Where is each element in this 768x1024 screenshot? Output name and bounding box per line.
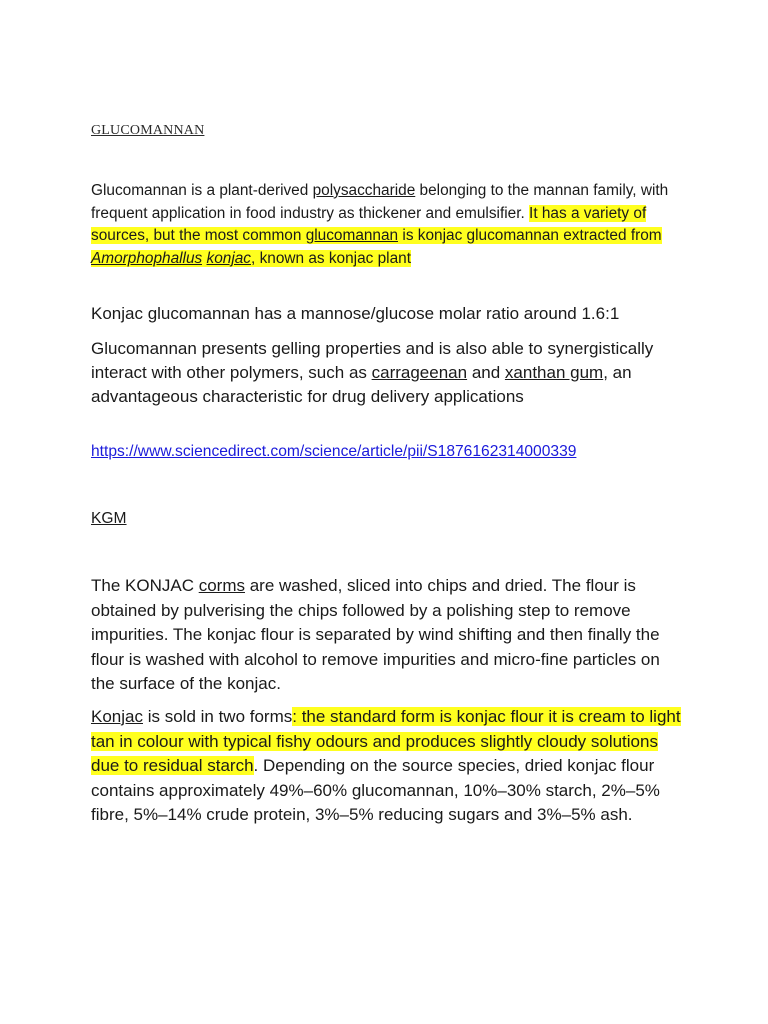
paragraph-konjac-forms — [91, 705, 681, 828]
paragraph-molar-ratio: Konjac glucomannan has a mannose/glucose molar ratio around 1.6:1 — [91, 304, 620, 323]
sciencedirect-url-link[interactable]: https://www.sciencedirect.com/science/article/pii/S1876162314000339 — [91, 443, 577, 460]
text-run: are washed, sliced into chips and dried. The flour is obtained by pulverising the chips followed by a polishing step to remove impurities. The konjac flour is separated by wind shifting and then finally the flour is washed with alcohol to remove impurities and micro-fine particles on the surface of the konjac. — [91, 576, 660, 693]
highlighted-text: is konjac glucomannan extracted from — [398, 227, 662, 245]
link-amorphophallus[interactable]: Amorphophallus — [91, 249, 203, 267]
text-run: belonging to the mannan family, with frequent application in food industry as thickener and emulsifier. — [91, 182, 669, 222]
link-glucomannan[interactable]: glucomannan — [305, 227, 399, 245]
text-run: Glucomannan presents gelling properties and is also able to synergistically interact with other polymers, such as — [91, 339, 654, 382]
highlighted-text: It has a variety of sources, but the most common — [91, 204, 647, 245]
text-run: Glucomannan is a plant-derived — [91, 182, 313, 199]
link-polysaccharide[interactable]: polysaccharide — [312, 182, 416, 199]
link-corms[interactable]: corms — [198, 576, 245, 595]
paragraph-gelling-properties — [91, 337, 691, 409]
link-konjac[interactable]: Konjac — [91, 707, 143, 726]
text-run: and — [467, 363, 505, 382]
text-run: The KONJAC — [91, 576, 199, 595]
text-run: . Depending on the source species, dried konjac flour contains approximately 49%–60% glucomannan, 10%–30% starch, 2%–5% fibre, 5%–14% crude protein, 3%–5% reducing sugars and 3%–5% ash. — [91, 756, 660, 824]
link-konjac-species[interactable]: konjac — [206, 249, 252, 267]
highlighted-text — [202, 250, 206, 267]
highlighted-text: , known as konjac plant — [251, 249, 412, 267]
link-xanthan-gum[interactable]: xanthan gum — [504, 363, 604, 382]
text-run: , an advantageous characteristic for drug delivery applications — [91, 363, 632, 406]
highlighted-text: : the standard form is konjac flour it is cream to light tan in colour with typical fishy odours and produces slightly cloudy solutions due to residual starch — [91, 707, 681, 775]
paragraph-glucomannan-intro — [91, 180, 676, 270]
section-heading-glucomannan: GLUCOMANNAN — [91, 123, 205, 138]
link-carrageenan[interactable]: carrageenan — [371, 363, 468, 382]
text-run: is sold in two forms — [142, 707, 293, 726]
section-heading-kgm: KGM — [91, 510, 127, 527]
paragraph-konjac-processing — [91, 574, 681, 697]
